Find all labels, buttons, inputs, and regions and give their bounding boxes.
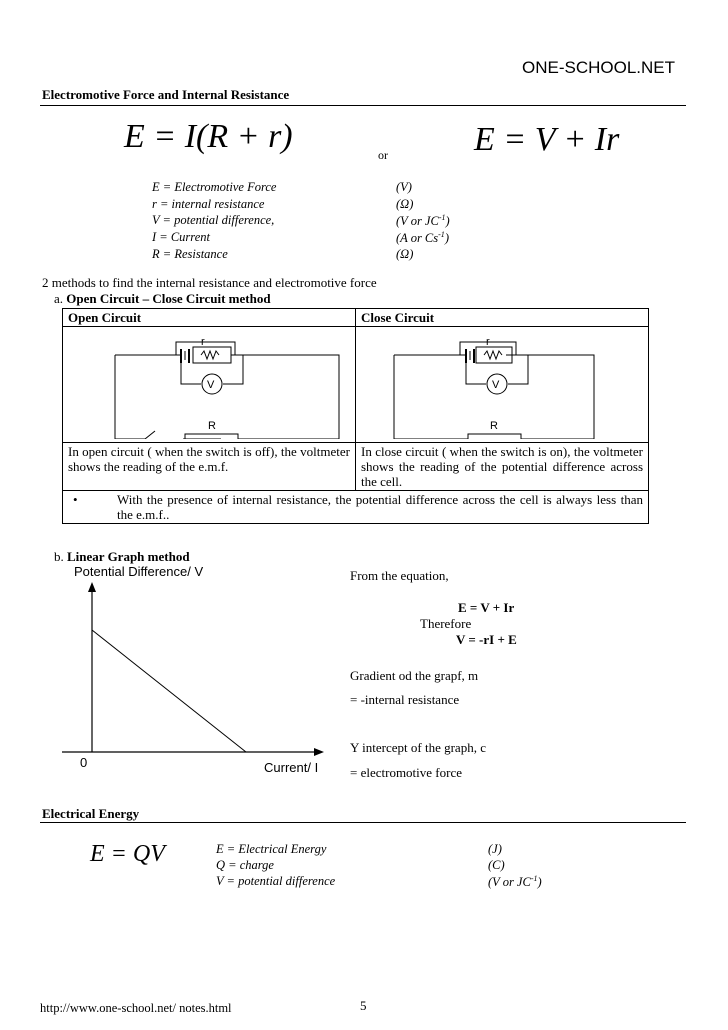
internal-resistance-label: r (201, 336, 205, 348)
footer-url[interactable]: http://www.one-school.net/ notes.html (40, 1001, 232, 1015)
y-axis-arrow-icon (88, 582, 96, 592)
note-text: With the presence of internal resistance, the potential difference across the cell is always less than the e.m.f.. (117, 492, 643, 522)
resistor-label: R (490, 420, 498, 432)
site-header: ONE-SCHOOL.NET (522, 58, 676, 77)
formula-electrical-energy: E = QV (90, 841, 165, 867)
definition-unit: (V) (396, 180, 412, 194)
graph-y-axis-label: Potential Difference/ V (74, 564, 204, 579)
section-rule (40, 105, 686, 106)
circuit-comparison-table (62, 308, 649, 524)
linear-graph (56, 562, 346, 782)
gradient-meaning: = -internal resistance (350, 692, 460, 707)
close-circuit-explanation: In close circuit ( when the switch is on), the voltmeter shows the reading of the potential difference across the cell. (356, 443, 649, 491)
or-label: or (378, 148, 388, 162)
close-circuit-diagram-cell (356, 327, 649, 443)
section-title-electrical-energy: Electrical Energy (42, 806, 140, 821)
graph-line (92, 630, 246, 752)
derivation-equation: E = V + Ir (458, 600, 515, 615)
formula-emf-left: E = I(R + r) (124, 118, 293, 155)
section-rule (40, 822, 686, 823)
definition-unit: (C) (488, 858, 505, 872)
internal-resistance-label: r (486, 336, 490, 348)
definition-term: E = Electromotive Force (152, 180, 277, 194)
close-circuit-header: Close Circuit (356, 309, 649, 327)
definition-unit: (Ω) (396, 197, 414, 211)
gradient-label: Gradient od the grapf, m (350, 668, 479, 683)
internal-resistance-note (63, 491, 649, 524)
open-circuit-explanation: In open circuit ( when the switch is off), the voltmeter shows the reading of the e.m.f. (63, 443, 356, 491)
definition-term: V = potential difference (216, 874, 336, 888)
graph-origin-label: 0 (80, 755, 88, 770)
definition-unit: (Ω) (396, 247, 414, 261)
definition-term: I = Current (152, 230, 210, 244)
definition-term: r = internal resistance (152, 197, 265, 211)
open-circuit-diagram (63, 327, 355, 439)
x-axis-arrow-icon (314, 748, 324, 756)
definition-term: Q = charge (216, 858, 274, 872)
method-a-heading: a. Open Circuit – Close Circuit method (54, 291, 271, 306)
definition-term: E = Electrical Energy (216, 842, 327, 856)
definition-term: R = Resistance (152, 247, 228, 261)
close-circuit-diagram (356, 327, 648, 439)
definition-unit: (J) (488, 842, 502, 856)
definition-unit: (V or $JC^{-1}$) (488, 874, 542, 890)
methods-intro: 2 methods to find the internal resistance and electromotive force (42, 275, 377, 290)
definition-unit: (V or $JC^{-1}$) (396, 213, 450, 229)
open-circuit-diagram-cell (63, 327, 356, 443)
intercept-meaning: = electromotive force (350, 765, 462, 780)
graph-x-axis-label: Current/ I (264, 760, 319, 775)
derivation-result: V = -rI + E (456, 632, 517, 647)
voltmeter-label: V (492, 379, 500, 391)
derivation-intro: From the equation, (350, 568, 449, 583)
derivation-therefore: Therefore (420, 616, 472, 631)
resistor-label: R (208, 420, 216, 432)
page-number: 5 (360, 998, 367, 1013)
open-circuit-header: Open Circuit (63, 309, 356, 327)
intercept-label: Y intercept of the graph, c (350, 740, 486, 755)
voltmeter-label: V (207, 379, 215, 391)
method-b-heading: b. Linear Graph method (54, 549, 190, 564)
bullet-icon: • (73, 492, 78, 507)
formula-emf-right: E = V + Ir (474, 121, 620, 158)
section-title-emf: Electromotive Force and Internal Resistance (42, 87, 290, 102)
definition-term: V = potential difference, (152, 213, 275, 227)
definition-unit: (A or $Cs^{-1}$) (396, 230, 449, 246)
